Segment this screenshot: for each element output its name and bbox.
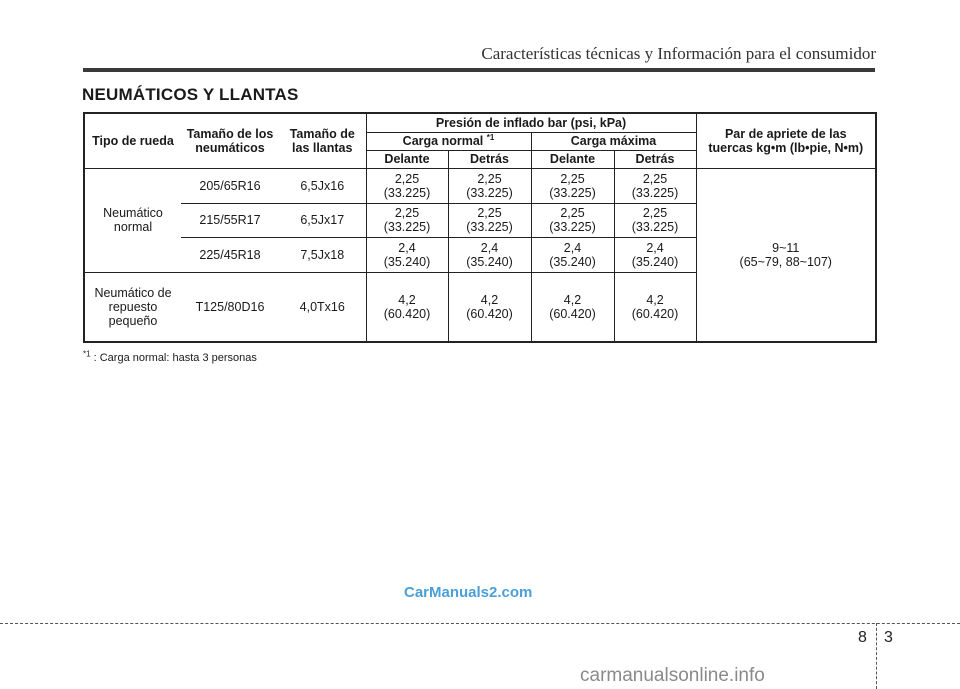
col-header-tire-size: Tamaño de los neumáticos: [181, 113, 279, 168]
group-normal-tire: Neumático normal: [84, 168, 181, 272]
pressure-cell: 4,2 (60.420): [366, 272, 448, 342]
col-header-torque: Par de apriete de las tuercas kg•m (lb•pie, N•m): [696, 113, 876, 168]
footer-rule: [0, 623, 960, 624]
site-footer-watermark[interactable]: carmanualsonline.info: [580, 665, 765, 686]
col-header-wheel-size: Tamaño de las llantas: [279, 113, 366, 168]
tire-size: 215/55R17: [181, 203, 279, 237]
section-title: NEUMÁTICOS Y LLANTAS: [82, 85, 299, 104]
pressure-cell: 2,25 (33.225): [614, 203, 696, 237]
page-divider: [876, 623, 877, 689]
wheel-size: 7,5Jx18: [279, 237, 366, 272]
col-header-normal-load: Carga normal $^{*1}$: [366, 132, 531, 150]
wheel-size: 6,5Jx17: [279, 203, 366, 237]
wheel-size: 4,0Tx16: [279, 272, 366, 342]
pressure-cell: 2,4 (35.240): [531, 237, 614, 272]
page-number: 3: [884, 629, 893, 646]
col-header-rear: Detrás: [614, 150, 696, 168]
wheel-size: 6,5Jx16: [279, 168, 366, 203]
col-header-max-load: Carga máxima: [531, 132, 696, 150]
chapter-number: 8: [858, 629, 867, 646]
pressure-cell: 4,2 (60.420): [614, 272, 696, 342]
pressure-cell: 2,25 (33.225): [448, 203, 531, 237]
pressure-cell: 4,2 (60.420): [448, 272, 531, 342]
footnote: $^{*1}$ : Carga normal: hasta 3 personas: [83, 349, 257, 364]
running-header: Características técnicas y Información para el consumidor: [481, 44, 876, 63]
col-header-front: Delante: [366, 150, 448, 168]
pressure-cell: 2,4 (35.240): [614, 237, 696, 272]
pressure-cell: 2,25 (33.225): [366, 203, 448, 237]
col-header-pressure: Presión de inflado bar (psi, kPa): [366, 113, 696, 132]
tire-size: 205/65R16: [181, 168, 279, 203]
header-rule: [83, 68, 875, 72]
pressure-cell: 2,25 (33.225): [531, 168, 614, 203]
col-header-tire-type: Tipo de rueda: [84, 113, 181, 168]
col-header-front: Delante: [531, 150, 614, 168]
group-spare-tire: Neumático de repuesto pequeño: [84, 272, 181, 342]
pressure-cell: 4,2 (60.420): [531, 272, 614, 342]
tire-spec-table: [83, 112, 877, 343]
pressure-cell: 2,25 (33.225): [614, 168, 696, 203]
watermark-logo[interactable]: CarManuals2.com: [404, 584, 533, 601]
pressure-cell: 2,25 (33.225): [366, 168, 448, 203]
pressure-cell: 2,4 (35.240): [448, 237, 531, 272]
torque-value: 9~11 (65~79, 88~107): [696, 168, 876, 342]
tire-size: 225/45R18: [181, 237, 279, 272]
col-header-rear: Detrás: [448, 150, 531, 168]
table-row: [84, 168, 876, 203]
pressure-cell: 2,4 (35.240): [366, 237, 448, 272]
pressure-cell: 2,25 (33.225): [448, 168, 531, 203]
tire-size: T125/80D16: [181, 272, 279, 342]
pressure-cell: 2,25 (33.225): [531, 203, 614, 237]
